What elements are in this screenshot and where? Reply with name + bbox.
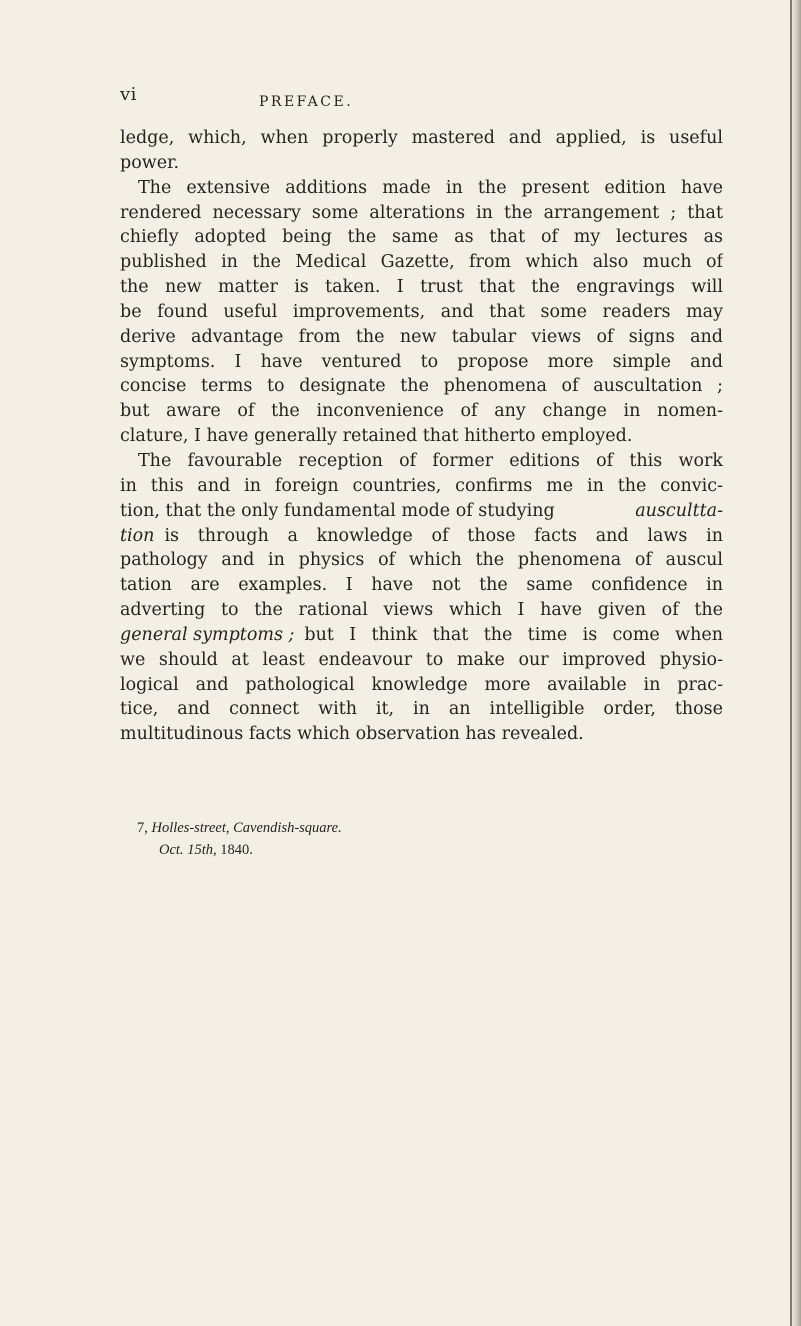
text-line: multitudinous facts which observation has revealed. (120, 724, 584, 745)
running-head: PREFACE. (259, 94, 354, 110)
text-line: adverting to the rational views which I have given of the (120, 600, 723, 621)
address-number: 7, (137, 820, 148, 836)
italic-term: general symptoms ; (120, 624, 295, 645)
text-line: logical and pathological knowledge more available in prac- (120, 674, 723, 695)
text-line: pathology and in physics of which the phenomena of auscul (120, 550, 723, 571)
signature-block (137, 817, 342, 861)
text-line: The favourable reception of former editions of this work (138, 450, 723, 471)
text-line: The extensive additions made in the present edition have (138, 177, 723, 198)
text-fragment: tion, that the only fundamental mode of studying (120, 500, 555, 521)
text-line: ledge, which, when properly mastered and applied, is useful (120, 128, 723, 148)
text-line: tation are examples. I have not the same confidence in (120, 575, 723, 596)
text-fragment: but I think that the time is come when (304, 624, 723, 645)
date-day: 15th, (187, 842, 217, 858)
italic-term: tion (120, 525, 155, 546)
text-line (120, 524, 723, 549)
preface-body-text (120, 126, 723, 747)
text-line: in this and in foreign countries, confirms me in the convic- (120, 475, 723, 496)
text-line: be found useful improvements, and that some readers may (120, 301, 723, 322)
text-line: published in the Medical Gazette, from which also much of (120, 252, 723, 273)
page-number: vi (120, 84, 137, 105)
page-edge-line (790, 0, 792, 1326)
text-line: concise terms to designate the phenomena of auscultation ; (120, 376, 723, 397)
signature-date (137, 839, 342, 861)
text-line: chiefly adopted being the same as that of my lectures as (120, 227, 723, 248)
italic-term: auscultta- (635, 500, 723, 521)
text-line: derive advantage from the new tabular views of signs and (120, 326, 723, 347)
text-line: rendered necessary some alterations in the arrangement ; that (120, 202, 723, 223)
text-line: symptoms. I have ventured to propose more simple and (120, 351, 723, 372)
address-street: Holles-street, (151, 820, 230, 836)
date-year: 1840. (220, 842, 253, 858)
text-line: we should at least endeavour to make our improved physio- (120, 649, 723, 670)
text-line: but aware of the inconvenience of any change in nomen- (120, 401, 723, 422)
address-square: Cavendish-square. (233, 820, 342, 836)
text-line: clature, I have generally retained that hitherto employed. (120, 426, 633, 447)
text-line: power. (120, 152, 180, 173)
text-line (120, 623, 723, 648)
signature-address (137, 817, 342, 839)
text-line: tice, and connect with it, in an intelligible order, those (120, 699, 723, 720)
date-month: Oct. (159, 842, 184, 858)
text-fragment: is through a knowledge of those facts and laws in (164, 525, 723, 546)
text-line: the new matter is taken. I trust that the engravings will (120, 277, 723, 298)
text-line (120, 499, 723, 524)
